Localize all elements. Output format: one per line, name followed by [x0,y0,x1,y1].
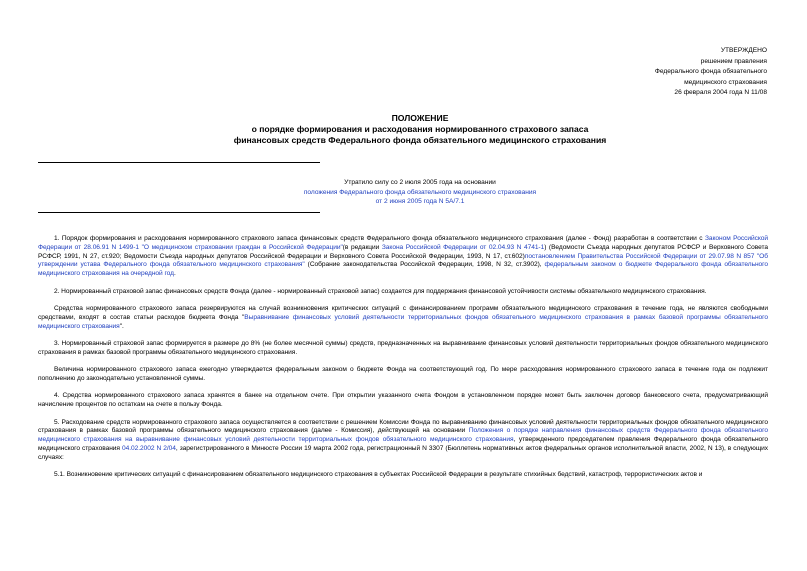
approval-stamp [617,46,767,99]
annulment-link[interactable]: от 2 июня 2005 года N 5А/7.1 [375,198,465,205]
title-subheading: финансовых средств Федерального фонда обязательного медицинского страхования [233,134,607,145]
paragraph-text: ) (Ведомости Съезда народных депутатов РСФСР и Верховного Совета РСФСР, 1991, N 27, ст.920; Ведомости Съезда народных депутатов Российской Федерации и Верховного Совета Российской Федерации, 1993, N 17, ст.602) [38,243,768,260]
approval-line: Федерального фонда обязательного [654,68,767,75]
paragraph-text: ". [119,322,124,330]
title-heading: ПОЛОЖЕНИЕ [391,113,449,123]
law-link[interactable]: Законом Российской Федерации от 28.06.91 N 1499-1 "О медицинском страховании граждан в Российской Федерации" [38,235,768,251]
document-body [38,235,768,488]
paragraph-3 [38,305,768,331]
divider [38,212,320,213]
paragraph-7 [38,419,768,463]
budget-article-link[interactable]: Выравнивание финансовых условий деятельности территориальных фондов обязательного медицинского страхования в рамках базовой программы обязательного медицинского страхования [38,313,768,330]
title-subheading: о порядке формирования и расходования нормированного страхового запаса [251,123,589,134]
regulation-link[interactable]: Положения о порядке направления финансовых средств Федерального фонда обязательного медицинского страхования на выравнивание финансовых условий деятельности территориальных фондов обязательного медицинского страхования [38,427,768,444]
paragraph-6: 4. Средства нормированного страхового запаса хранятся в банке на отдельном счете. При открытии указанного счета Фондом в установленном порядке может быть заключен договор банковского счета, предусматривающий начисление процентов по остаткам на счете в пользу Фонда. [38,392,768,409]
law-link[interactable]: Закона Российской Федерации от 02.04.93 N 4741-1 [381,243,545,251]
document-title [140,113,700,145]
paragraph-text: 1. Порядок формирования и расходования нормированного страхового запаса финансовых средств Федерального фонда обязательного медицинского страхования (далее - Фонд) разработан в соответствии с [54,235,705,242]
approval-line: решением правления [700,57,767,65]
paragraph-text: . [173,270,176,278]
regulation-date-link[interactable]: 04.02.2002 N 2/04 [121,444,176,452]
paragraph-5: Величина нормированного страхового запаса ежегодно утверждается федеральным законом о бюджете Фонда на соответствующий год. По мере расходования нормированного страхового запаса в течение года он подлежит пополнению до законодательно установленной суммы. [38,366,768,382]
annulment-link[interactable]: положения Федерального фонда обязательного медицинского страхования [303,188,537,196]
divider [38,162,320,163]
paragraph-1 [38,235,768,279]
paragraph-text: , зарегистрированного в Минюсте России 19 марта 2002 года, регистрационный N 3307 (Бюллетень нормативных актов федеральных органов исполнительной власти, 2002, N 13), в следующих случаях: [38,444,768,461]
budget-law-link[interactable]: федеральным законом о бюджете Федерального фонда обязательного медицинского страхования на очередной год [38,261,768,278]
approval-heading: УТВЕРЖДЕНО [720,47,767,54]
annulment-text: Утратило силу со 2 июля 2005 года на основании [344,179,496,186]
paragraph-text: Средства нормированного страхового запаса резервируются на случай возникновения критических ситуаций с финансированием программ обязательного медицинского страхования в течение года, не являются свободными средствами, входят в состав статьи расходов бюджета Фонда " [38,304,768,321]
decree-link[interactable]: постановлением Правительства Российской Федерации от 29.07.98 N 857 "Об утверждении устава Федерального фонда обязательного медицинского страхования" [38,252,768,269]
paragraph-text: 5. Расходование средств нормированного страхового запаса осуществляется в соответствии с решением Комиссии Фонда по выравниванию финансовых условий деятельности территориальных фондов обязательного медицинского страхования в рамках базовой программы обязательного медицинского страхования (далее - Комиссия), действующей на основании [38,418,768,435]
annulment-note [230,178,610,207]
paragraph-8: 5.1. Возникновение критических ситуаций с финансированием обязательного медицинского страхования в субъектах Российской Федерации в результате стихийных бедствий, катастроф, террористических актов и [54,471,703,479]
paragraph-4: 3. Нормированный страховой запас формируется в размере до 8% (не более месячной суммы) средств, предназначенных на выравнивание финансовых условий деятельности территориальных фондов обязательного медицинского страхования в рамках базовой программы обязательного медицинского страхования. [38,339,768,356]
approval-line: медицинского страхования [684,78,767,86]
paragraph-text: (в редакции [342,243,382,251]
approval-date: 26 февраля 2004 года N 11/08 [674,89,767,96]
paragraph-2: 2. Нормированный страховой запас финансовых средств Фонда (далее - нормированный страховой запас) создается для поддержания финансовой устойчивости системы обязательного медицинского страхования. [54,287,707,295]
paragraph-text: (Собрание законодательства Российской Федерации, 1998, N 32, ст.3902), [304,261,545,269]
paragraph-text: , утвержденного председателем правления Федерального фонда обязательного медицинского страхования [38,436,768,452]
